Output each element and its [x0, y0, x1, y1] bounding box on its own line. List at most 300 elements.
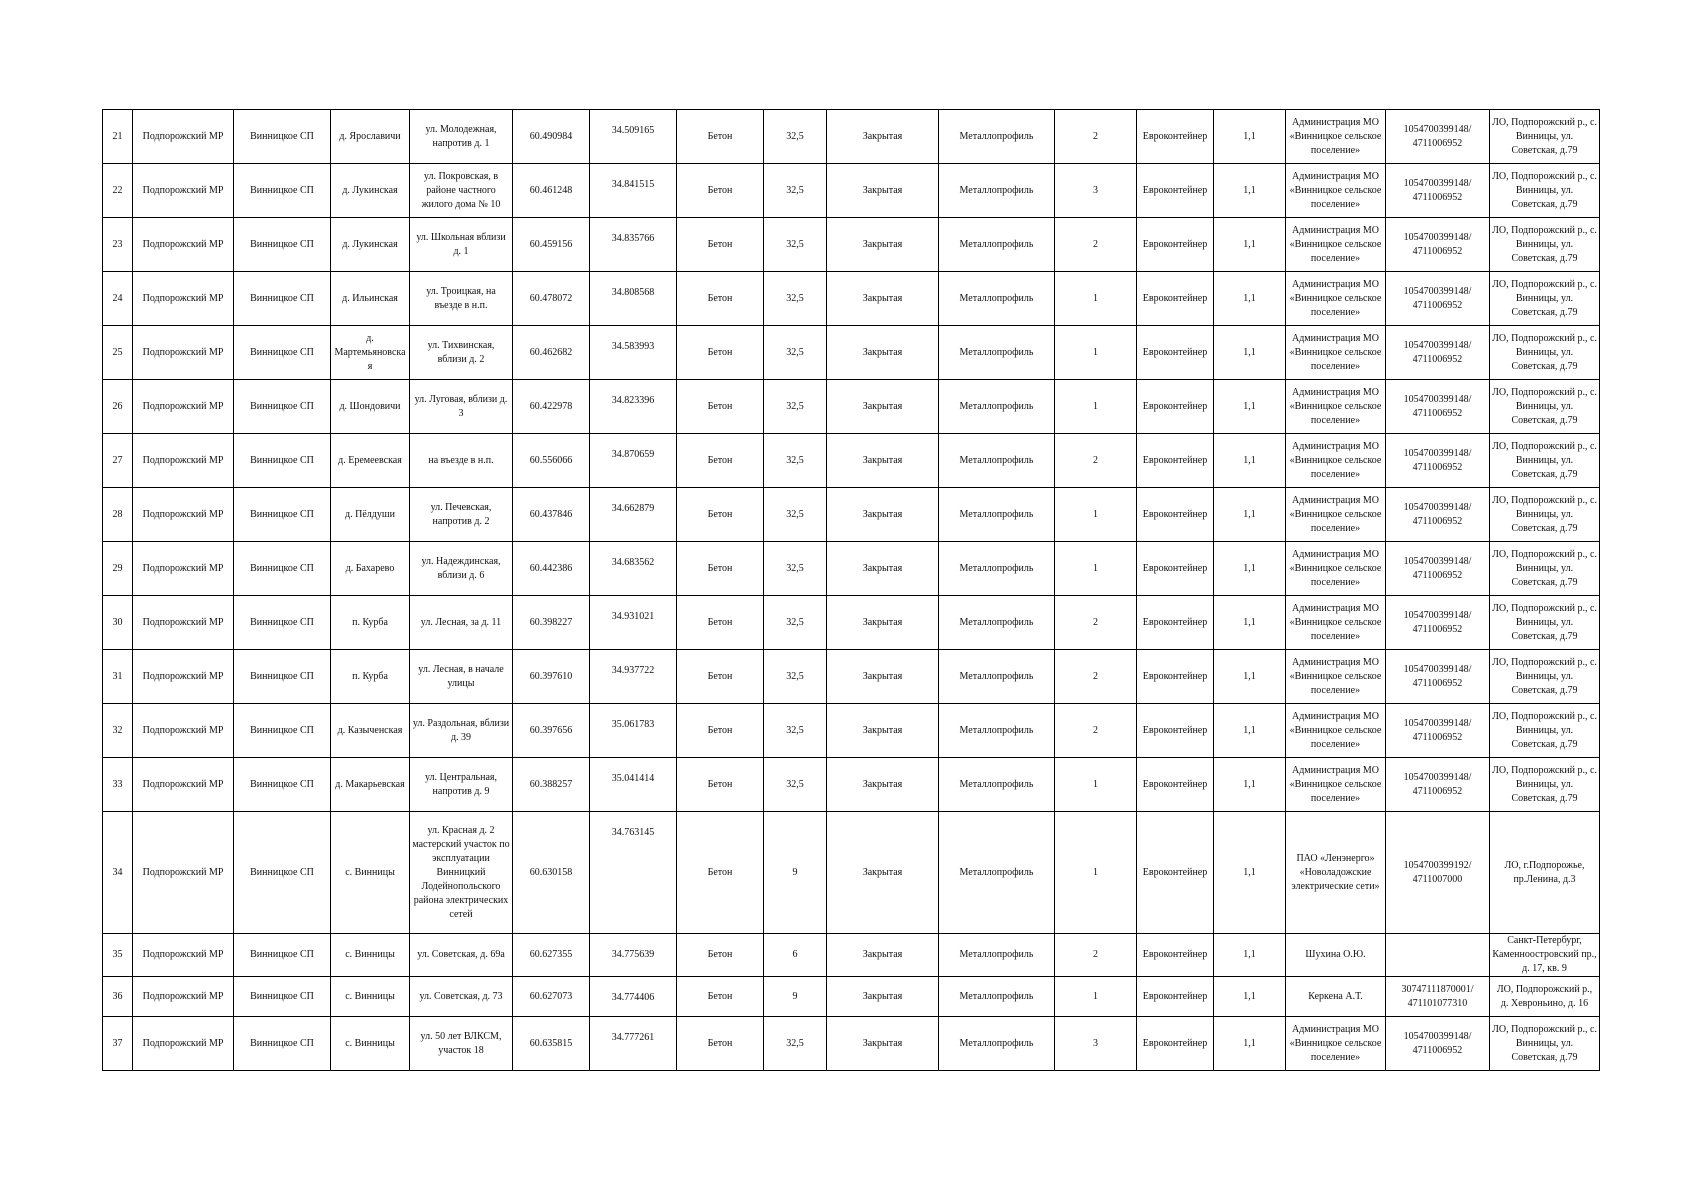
fence-material: Металлопрофиль	[939, 650, 1055, 704]
owner-ogrn-inn: 1054700399148/ 4711006952	[1386, 272, 1490, 326]
fence-material: Металлопрофиль	[939, 488, 1055, 542]
settlement-name: с. Винницы	[331, 934, 410, 977]
site-area: 32,5	[764, 272, 827, 326]
owner-address: ЛО, Подпорожский р., с. Винницы, ул. Советская, д.79	[1490, 326, 1600, 380]
municipal-district: Подпорожский МР	[133, 596, 234, 650]
container-type: Евроконтейнер	[1137, 326, 1214, 380]
site-area: 32,5	[764, 596, 827, 650]
owner-address: ЛО, Подпорожский р., с. Винницы, ул. Советская, д.79	[1490, 272, 1600, 326]
site-type: Закрытая	[827, 326, 939, 380]
container-volume: 1,1	[1214, 164, 1286, 218]
owner-name: Администрация МО «Винницкое сельское поселение»	[1286, 596, 1386, 650]
owner-ogrn-inn: 1054700399148/ 4711006952	[1386, 434, 1490, 488]
site-address: ул. Троицкая, на въезде в н.п.	[410, 272, 513, 326]
settlement-council: Винницкое СП	[234, 650, 331, 704]
latitude: 60.627355	[513, 934, 590, 977]
container-type: Евроконтейнер	[1137, 812, 1214, 934]
settlement-council: Винницкое СП	[234, 542, 331, 596]
site-area: 32,5	[764, 488, 827, 542]
container-type: Евроконтейнер	[1137, 488, 1214, 542]
site-area: 32,5	[764, 434, 827, 488]
settlement-council: Винницкое СП	[234, 164, 331, 218]
row-number: 31	[103, 650, 133, 704]
site-type: Закрытая	[827, 434, 939, 488]
owner-ogrn-inn: 1054700399148/ 4711006952	[1386, 704, 1490, 758]
site-address: ул. Лесная, в начале улицы	[410, 650, 513, 704]
settlement-name: д. Казыченская	[331, 704, 410, 758]
site-area: 32,5	[764, 758, 827, 812]
surface-type: Бетон	[677, 1017, 764, 1071]
table-row	[103, 218, 1600, 272]
fence-material: Металлопрофиль	[939, 164, 1055, 218]
municipal-district: Подпорожский МР	[133, 164, 234, 218]
surface-type: Бетон	[677, 110, 764, 164]
container-count: 2	[1055, 596, 1137, 650]
longitude: 34.823396	[590, 380, 677, 434]
latitude: 60.461248	[513, 164, 590, 218]
site-area: 6	[764, 934, 827, 977]
surface-type: Бетон	[677, 812, 764, 934]
settlement-name: д. Бахарево	[331, 542, 410, 596]
owner-name: Администрация МО «Винницкое сельское поселение»	[1286, 272, 1386, 326]
owner-name: Администрация МО «Винницкое сельское поселение»	[1286, 218, 1386, 272]
table-row	[103, 758, 1600, 812]
container-type: Евроконтейнер	[1137, 380, 1214, 434]
settlement-council: Винницкое СП	[234, 812, 331, 934]
settlement-name: с. Винницы	[331, 1017, 410, 1071]
site-address: ул. Советская, д. 69а	[410, 934, 513, 977]
owner-address: ЛО, Подпорожский р., д. Хевроньино, д. 16	[1490, 977, 1600, 1017]
surface-type: Бетон	[677, 758, 764, 812]
surface-type: Бетон	[677, 218, 764, 272]
fence-material: Металлопрофиль	[939, 812, 1055, 934]
table-row	[103, 542, 1600, 596]
settlement-name: д. Лукинская	[331, 164, 410, 218]
container-type: Евроконтейнер	[1137, 650, 1214, 704]
table-row	[103, 488, 1600, 542]
waste-sites-table	[102, 109, 1600, 1071]
row-number: 24	[103, 272, 133, 326]
settlement-name: д. Шондовичи	[331, 380, 410, 434]
municipal-district: Подпорожский МР	[133, 380, 234, 434]
settlement-name: д. Пёлдуши	[331, 488, 410, 542]
latitude: 60.630158	[513, 812, 590, 934]
municipal-district: Подпорожский МР	[133, 650, 234, 704]
site-address: на въезде в н.п.	[410, 434, 513, 488]
owner-name: Керкена А.Т.	[1286, 977, 1386, 1017]
owner-name: Администрация МО «Винницкое сельское поселение»	[1286, 434, 1386, 488]
table-row	[103, 650, 1600, 704]
owner-ogrn-inn: 1054700399148/ 4711006952	[1386, 596, 1490, 650]
settlement-council: Винницкое СП	[234, 272, 331, 326]
longitude: 34.763145	[590, 812, 677, 934]
owner-name: Администрация МО «Винницкое сельское поселение»	[1286, 758, 1386, 812]
municipal-district: Подпорожский МР	[133, 704, 234, 758]
container-volume: 1,1	[1214, 380, 1286, 434]
owner-name: Шухина О.Ю.	[1286, 934, 1386, 977]
settlement-name: с. Винницы	[331, 812, 410, 934]
surface-type: Бетон	[677, 977, 764, 1017]
container-type: Евроконтейнер	[1137, 758, 1214, 812]
owner-address: ЛО, Подпорожский р., с. Винницы, ул. Советская, д.79	[1490, 110, 1600, 164]
row-number: 30	[103, 596, 133, 650]
owner-ogrn-inn: 1054700399192/ 4711007000	[1386, 812, 1490, 934]
longitude: 34.835766	[590, 218, 677, 272]
table-row	[103, 812, 1600, 934]
owner-ogrn-inn: 30747111870001/ 471101077310	[1386, 977, 1490, 1017]
surface-type: Бетон	[677, 596, 764, 650]
site-type: Закрытая	[827, 272, 939, 326]
container-type: Евроконтейнер	[1137, 977, 1214, 1017]
owner-address: ЛО, Подпорожский р., с. Винницы, ул. Советская, д.79	[1490, 758, 1600, 812]
settlement-name: д. Ильинская	[331, 272, 410, 326]
container-volume: 1,1	[1214, 272, 1286, 326]
container-count: 3	[1055, 164, 1137, 218]
municipal-district: Подпорожский МР	[133, 434, 234, 488]
document-page	[102, 109, 1599, 1071]
row-number: 28	[103, 488, 133, 542]
row-number: 27	[103, 434, 133, 488]
row-number: 21	[103, 110, 133, 164]
settlement-council: Винницкое СП	[234, 434, 331, 488]
site-type: Закрытая	[827, 650, 939, 704]
container-volume: 1,1	[1214, 704, 1286, 758]
container-type: Евроконтейнер	[1137, 164, 1214, 218]
site-address: ул. Советская, д. 73	[410, 977, 513, 1017]
container-count: 2	[1055, 704, 1137, 758]
owner-ogrn-inn: 1054700399148/ 4711006952	[1386, 326, 1490, 380]
row-number: 33	[103, 758, 133, 812]
site-address: ул. Покровская, в районе частного жилого дома № 10	[410, 164, 513, 218]
settlement-name: д. Лукинская	[331, 218, 410, 272]
owner-ogrn-inn: 1054700399148/ 4711006952	[1386, 164, 1490, 218]
row-number: 35	[103, 934, 133, 977]
fence-material: Металлопрофиль	[939, 758, 1055, 812]
latitude: 60.459156	[513, 218, 590, 272]
surface-type: Бетон	[677, 934, 764, 977]
settlement-council: Винницкое СП	[234, 934, 331, 977]
fence-material: Металлопрофиль	[939, 326, 1055, 380]
owner-name: Администрация МО «Винницкое сельское поселение»	[1286, 164, 1386, 218]
municipal-district: Подпорожский МР	[133, 326, 234, 380]
municipal-district: Подпорожский МР	[133, 977, 234, 1017]
container-volume: 1,1	[1214, 542, 1286, 596]
row-number: 25	[103, 326, 133, 380]
table-body	[103, 110, 1600, 1071]
container-volume: 1,1	[1214, 934, 1286, 977]
fence-material: Металлопрофиль	[939, 380, 1055, 434]
owner-address: ЛО, Подпорожский р., с. Винницы, ул. Советская, д.79	[1490, 488, 1600, 542]
table-row	[103, 704, 1600, 758]
table-row	[103, 380, 1600, 434]
fence-material: Металлопрофиль	[939, 1017, 1055, 1071]
surface-type: Бетон	[677, 272, 764, 326]
site-address: ул. Надеждинская, вблизи д. 6	[410, 542, 513, 596]
owner-address: ЛО, Подпорожский р., с. Винницы, ул. Советская, д.79	[1490, 434, 1600, 488]
site-area: 32,5	[764, 380, 827, 434]
settlement-council: Винницкое СП	[234, 380, 331, 434]
container-type: Евроконтейнер	[1137, 1017, 1214, 1071]
site-type: Закрытая	[827, 218, 939, 272]
longitude: 34.775639	[590, 934, 677, 977]
municipal-district: Подпорожский МР	[133, 758, 234, 812]
settlement-name: д. Макарьевская	[331, 758, 410, 812]
table-row	[103, 272, 1600, 326]
owner-address: ЛО, Подпорожский р., с. Винницы, ул. Советская, д.79	[1490, 542, 1600, 596]
container-type: Евроконтейнер	[1137, 434, 1214, 488]
owner-name: Администрация МО «Винницкое сельское поселение»	[1286, 488, 1386, 542]
table-row	[103, 326, 1600, 380]
latitude: 60.478072	[513, 272, 590, 326]
row-number: 29	[103, 542, 133, 596]
owner-ogrn-inn: 1054700399148/ 4711006952	[1386, 1017, 1490, 1071]
container-type: Евроконтейнер	[1137, 542, 1214, 596]
table-row	[103, 934, 1600, 977]
container-count: 1	[1055, 542, 1137, 596]
owner-ogrn-inn	[1386, 934, 1490, 977]
site-type: Закрытая	[827, 380, 939, 434]
longitude: 34.774406	[590, 977, 677, 1017]
site-address: ул. Молодежная, напротив д. 1	[410, 110, 513, 164]
owner-address: ЛО, Подпорожский р., с. Винницы, ул. Советская, д.79	[1490, 380, 1600, 434]
owner-ogrn-inn: 1054700399148/ 4711006952	[1386, 758, 1490, 812]
table-row	[103, 1017, 1600, 1071]
settlement-council: Винницкое СП	[234, 596, 331, 650]
fence-material: Металлопрофиль	[939, 272, 1055, 326]
settlement-council: Винницкое СП	[234, 977, 331, 1017]
municipal-district: Подпорожский МР	[133, 934, 234, 977]
container-count: 3	[1055, 1017, 1137, 1071]
settlement-council: Винницкое СП	[234, 326, 331, 380]
row-number: 36	[103, 977, 133, 1017]
container-count: 2	[1055, 218, 1137, 272]
site-area: 32,5	[764, 326, 827, 380]
container-type: Евроконтейнер	[1137, 110, 1214, 164]
fence-material: Металлопрофиль	[939, 704, 1055, 758]
fence-material: Металлопрофиль	[939, 977, 1055, 1017]
longitude: 34.509165	[590, 110, 677, 164]
longitude: 34.808568	[590, 272, 677, 326]
longitude: 34.841515	[590, 164, 677, 218]
container-count: 1	[1055, 488, 1137, 542]
owner-ogrn-inn: 1054700399148/ 4711006952	[1386, 650, 1490, 704]
container-volume: 1,1	[1214, 434, 1286, 488]
surface-type: Бетон	[677, 704, 764, 758]
owner-name: Администрация МО «Винницкое сельское поселение»	[1286, 542, 1386, 596]
container-volume: 1,1	[1214, 977, 1286, 1017]
site-address: ул. Лесная, за д. 11	[410, 596, 513, 650]
site-type: Закрытая	[827, 704, 939, 758]
container-volume: 1,1	[1214, 650, 1286, 704]
site-type: Закрытая	[827, 488, 939, 542]
container-count: 1	[1055, 977, 1137, 1017]
municipal-district: Подпорожский МР	[133, 272, 234, 326]
surface-type: Бетон	[677, 434, 764, 488]
settlement-name: п. Курба	[331, 650, 410, 704]
container-count: 2	[1055, 110, 1137, 164]
row-number: 34	[103, 812, 133, 934]
municipal-district: Подпорожский МР	[133, 812, 234, 934]
site-address: ул. Тихвинская, вблизи д. 2	[410, 326, 513, 380]
fence-material: Металлопрофиль	[939, 110, 1055, 164]
table-row	[103, 596, 1600, 650]
settlement-council: Винницкое СП	[234, 1017, 331, 1071]
latitude: 60.490984	[513, 110, 590, 164]
container-count: 2	[1055, 434, 1137, 488]
table-row	[103, 977, 1600, 1017]
latitude: 60.422978	[513, 380, 590, 434]
latitude: 60.398227	[513, 596, 590, 650]
longitude: 34.931021	[590, 596, 677, 650]
site-area: 9	[764, 977, 827, 1017]
fence-material: Металлопрофиль	[939, 434, 1055, 488]
site-area: 32,5	[764, 164, 827, 218]
longitude: 34.583993	[590, 326, 677, 380]
settlement-council: Винницкое СП	[234, 758, 331, 812]
longitude: 34.683562	[590, 542, 677, 596]
site-area: 32,5	[764, 704, 827, 758]
longitude: 34.777261	[590, 1017, 677, 1071]
latitude: 60.397610	[513, 650, 590, 704]
fence-material: Металлопрофиль	[939, 934, 1055, 977]
owner-name: Администрация МО «Винницкое сельское поселение»	[1286, 326, 1386, 380]
latitude: 60.462682	[513, 326, 590, 380]
site-address: ул. Школьная вблизи д. 1	[410, 218, 513, 272]
site-area: 9	[764, 812, 827, 934]
longitude: 35.041414	[590, 758, 677, 812]
site-type: Закрытая	[827, 542, 939, 596]
owner-address: ЛО, Подпорожский р., с. Винницы, ул. Советская, д.79	[1490, 596, 1600, 650]
owner-address: ЛО, Подпорожский р., с. Винницы, ул. Советская, д.79	[1490, 164, 1600, 218]
surface-type: Бетон	[677, 380, 764, 434]
fence-material: Металлопрофиль	[939, 596, 1055, 650]
fence-material: Металлопрофиль	[939, 542, 1055, 596]
site-area: 32,5	[764, 650, 827, 704]
container-volume: 1,1	[1214, 1017, 1286, 1071]
surface-type: Бетон	[677, 164, 764, 218]
site-type: Закрытая	[827, 110, 939, 164]
row-number: 22	[103, 164, 133, 218]
municipal-district: Подпорожский МР	[133, 218, 234, 272]
settlement-name: п. Курба	[331, 596, 410, 650]
surface-type: Бетон	[677, 542, 764, 596]
owner-address: Санкт-Петербург, Каменноостровский пр., д. 17, кв. 9	[1490, 934, 1600, 977]
longitude: 34.937722	[590, 650, 677, 704]
site-type: Закрытая	[827, 812, 939, 934]
site-address: ул. Красная д. 2 мастерский участок по эксплуатации Винницкий Лодейнопольского района электрических сетей	[410, 812, 513, 934]
container-type: Евроконтейнер	[1137, 596, 1214, 650]
site-type: Закрытая	[827, 758, 939, 812]
owner-name: Администрация МО «Винницкое сельское поселение»	[1286, 1017, 1386, 1071]
owner-name: Администрация МО «Винницкое сельское поселение»	[1286, 650, 1386, 704]
site-type: Закрытая	[827, 164, 939, 218]
longitude: 35.061783	[590, 704, 677, 758]
row-number: 37	[103, 1017, 133, 1071]
site-area: 32,5	[764, 542, 827, 596]
container-count: 1	[1055, 380, 1137, 434]
container-count: 2	[1055, 650, 1137, 704]
container-type: Евроконтейнер	[1137, 218, 1214, 272]
owner-name: Администрация МО «Винницкое сельское поселение»	[1286, 110, 1386, 164]
settlement-name: с. Винницы	[331, 977, 410, 1017]
table-row	[103, 110, 1600, 164]
row-number: 23	[103, 218, 133, 272]
table-row	[103, 434, 1600, 488]
row-number: 32	[103, 704, 133, 758]
fence-material: Металлопрофиль	[939, 218, 1055, 272]
settlement-name: д. Мартемьяновская	[331, 326, 410, 380]
longitude: 34.662879	[590, 488, 677, 542]
owner-ogrn-inn: 1054700399148/ 4711006952	[1386, 110, 1490, 164]
municipal-district: Подпорожский МР	[133, 542, 234, 596]
site-type: Закрытая	[827, 596, 939, 650]
container-type: Евроконтейнер	[1137, 934, 1214, 977]
settlement-council: Винницкое СП	[234, 704, 331, 758]
container-volume: 1,1	[1214, 596, 1286, 650]
surface-type: Бетон	[677, 650, 764, 704]
container-count: 2	[1055, 934, 1137, 977]
site-address: ул. Раздольная, вблизи д. 39	[410, 704, 513, 758]
site-address: ул. 50 лет ВЛКСМ, участок 18	[410, 1017, 513, 1071]
site-area: 32,5	[764, 218, 827, 272]
owner-ogrn-inn: 1054700399148/ 4711006952	[1386, 380, 1490, 434]
container-volume: 1,1	[1214, 218, 1286, 272]
latitude: 60.635815	[513, 1017, 590, 1071]
container-volume: 1,1	[1214, 758, 1286, 812]
owner-ogrn-inn: 1054700399148/ 4711006952	[1386, 542, 1490, 596]
owner-address: ЛО, Подпорожский р., с. Винницы, ул. Советская, д.79	[1490, 650, 1600, 704]
settlement-council: Винницкое СП	[234, 218, 331, 272]
site-area: 32,5	[764, 1017, 827, 1071]
surface-type: Бетон	[677, 488, 764, 542]
site-address: ул. Луговая, вблизи д. 3	[410, 380, 513, 434]
container-count: 1	[1055, 326, 1137, 380]
owner-name: Администрация МО «Винницкое сельское поселение»	[1286, 704, 1386, 758]
owner-name: Администрация МО «Винницкое сельское поселение»	[1286, 380, 1386, 434]
container-volume: 1,1	[1214, 488, 1286, 542]
settlement-name: д. Ярославичи	[331, 110, 410, 164]
settlement-council: Винницкое СП	[234, 488, 331, 542]
settlement-council: Винницкое СП	[234, 110, 331, 164]
site-address: ул. Центральная, напротив д. 9	[410, 758, 513, 812]
settlement-name: д. Еремеевская	[331, 434, 410, 488]
municipal-district: Подпорожский МР	[133, 1017, 234, 1071]
container-count: 1	[1055, 272, 1137, 326]
owner-address: ЛО, Подпорожский р., с. Винницы, ул. Советская, д.79	[1490, 218, 1600, 272]
owner-address: ЛО, Подпорожский р., с. Винницы, ул. Советская, д.79	[1490, 1017, 1600, 1071]
owner-address: ЛО, г.Подпорожье, пр.Ленина, д.3	[1490, 812, 1600, 934]
container-type: Евроконтейнер	[1137, 704, 1214, 758]
row-number: 26	[103, 380, 133, 434]
site-type: Закрытая	[827, 977, 939, 1017]
latitude: 60.437846	[513, 488, 590, 542]
owner-address: ЛО, Подпорожский р., с. Винницы, ул. Советская, д.79	[1490, 704, 1600, 758]
surface-type: Бетон	[677, 326, 764, 380]
municipal-district: Подпорожский МР	[133, 488, 234, 542]
longitude: 34.870659	[590, 434, 677, 488]
latitude: 60.627073	[513, 977, 590, 1017]
site-area: 32,5	[764, 110, 827, 164]
table-row	[103, 164, 1600, 218]
owner-name: ПАО «Ленэнерго» «Новоладожские электрические сети»	[1286, 812, 1386, 934]
site-address: ул. Печевская, напротив д. 2	[410, 488, 513, 542]
container-type: Евроконтейнер	[1137, 272, 1214, 326]
container-count: 1	[1055, 812, 1137, 934]
latitude: 60.442386	[513, 542, 590, 596]
latitude: 60.388257	[513, 758, 590, 812]
site-type: Закрытая	[827, 934, 939, 977]
container-volume: 1,1	[1214, 812, 1286, 934]
